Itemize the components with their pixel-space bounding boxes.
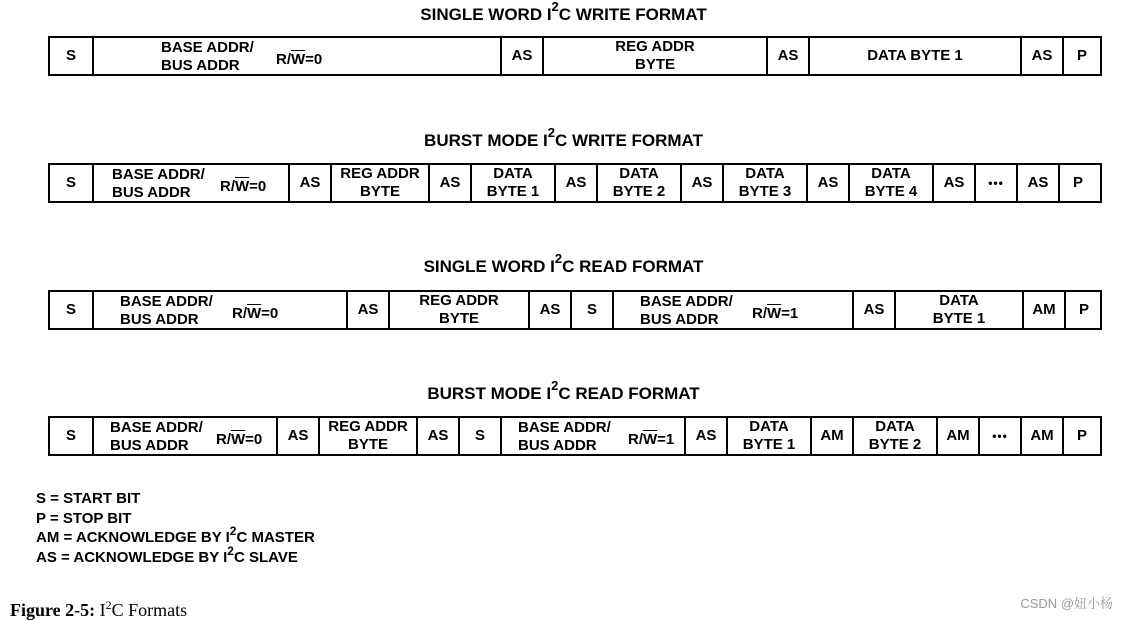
single-read-title: SINGLE WORD $I^2C$ READ FORMAT [423, 251, 704, 276]
data-byte-cell: DATA BYTE 1 [726, 418, 810, 454]
repeated-start-cell: S [570, 292, 612, 328]
single-write-title: SINGLE WORD $I^2C$ WRITE FORMAT [420, 0, 707, 24]
ack-slave-cell: AS [416, 418, 458, 454]
reg-addr-cell: REG ADDR BYTE [388, 292, 528, 328]
reg-addr-cell: REG ADDR BYTE [542, 38, 766, 74]
ack-slave-cell: AS [346, 292, 388, 328]
rw-bit-label: $R/\overline{W}=0$ [216, 431, 263, 448]
reg-addr-cell: REG ADDR BYTE [330, 165, 428, 201]
start-bit-cell: S [65, 301, 76, 318]
legend-start-bit: S = START BIT [36, 490, 141, 507]
base-addr-cell: BASE ADDR/ BUS ADDR $R/\overline{W}=0$ [92, 292, 346, 328]
ack-slave-cell: AS [1020, 38, 1062, 74]
rw-bit-label: $R/\overline{W}=0$ [220, 178, 267, 195]
single-read-frame [48, 290, 1102, 330]
start-bit-cell: S [65, 174, 76, 191]
base-addr-cell: BASE ADDR/ BUS ADDR $R/\overline{W}=1$ [612, 292, 852, 328]
ack-slave-cell: AS [766, 38, 808, 74]
stop-bit-cell: P [1062, 38, 1100, 74]
stop-bit-cell: P [1058, 165, 1096, 201]
data-byte-cell: DATA BYTE 2 [596, 165, 680, 201]
single-write-frame [48, 36, 1102, 76]
ack-slave-cell: AS [852, 292, 894, 328]
start-bit-cell: S [65, 47, 76, 64]
data-byte-cell: DATA BYTE 1 [894, 292, 1022, 328]
burst-write-title: BURST MODE $I^2C$ WRITE FORMAT [424, 125, 703, 150]
legend-stop-bit: P = STOP BIT [36, 509, 132, 527]
ack-slave-cell: AS [276, 418, 318, 454]
stop-bit-cell: P [1062, 418, 1100, 454]
burst-read-title: BURST MODE $I^2C$ READ FORMAT [427, 378, 700, 403]
ack-slave-cell: AS [1016, 165, 1058, 201]
burst-write-frame [48, 163, 1102, 203]
ack-slave-cell: AS [500, 38, 542, 74]
continuation-dots: ••• [974, 165, 1016, 201]
rw-bit-label: $R/\overline{W}=1$ [752, 305, 799, 322]
ack-slave-cell: AS [932, 165, 974, 201]
ack-slave-cell: AS [528, 292, 570, 328]
data-byte-cell: DATA BYTE 3 [722, 165, 806, 201]
burst-read-frame [48, 416, 1102, 456]
ack-master-cell: AM [810, 418, 852, 454]
continuation-dots: ••• [978, 418, 1020, 454]
start-bit-cell: S [65, 427, 76, 444]
repeated-start-cell: S [458, 418, 500, 454]
rw-bit-label: $R/\overline{W}=0$ [276, 51, 323, 68]
data-byte-cell: DATA BYTE 1 [470, 165, 554, 201]
base-addr-cell: BASE ADDR/ BUS ADDR $R/\overline{W}=0$ [92, 418, 276, 454]
rw-bit-label: $R/\overline{W}=0$ [232, 305, 279, 322]
base-addr-cell: BASE ADDR/ BUS ADDR $R/\overline{W}=0$ [92, 165, 288, 201]
stop-bit-cell: P [1064, 292, 1102, 328]
legend-ack-slave: AS = ACKNOWLEDGE BY $I^2C$ SLAVE [36, 543, 298, 566]
base-addr-cell: BASE ADDR/ BUS ADDR $R/\overline{W}=0$ [92, 38, 500, 74]
watermark: CSDN @妞小杨 [1020, 596, 1113, 611]
ack-slave-cell: AS [680, 165, 722, 201]
data-byte-cell: DATA BYTE 2 [852, 418, 936, 454]
figure-caption: Figure 2-5: $I^2C$ Formats [10, 598, 188, 620]
data-byte-cell: DATA BYTE 4 [848, 165, 932, 201]
ack-slave-cell: AS [288, 165, 330, 201]
ack-master-cell: AM [936, 418, 978, 454]
rw-bit-label: $R/\overline{W}=1$ [628, 431, 675, 448]
data-byte-cell: DATA BYTE 1 [808, 38, 1020, 74]
base-addr-cell: BASE ADDR/ BUS ADDR $R/\overline{W}=1$ [500, 418, 684, 454]
legend [36, 489, 315, 567]
ack-slave-cell: AS [806, 165, 848, 201]
ack-slave-cell: AS [554, 165, 596, 201]
ack-slave-cell: AS [428, 165, 470, 201]
ack-slave-cell: AS [684, 418, 726, 454]
ack-master-cell: AM [1022, 292, 1064, 328]
legend-ack-master: AM = ACKNOWLEDGE BY $I^2C$ MASTER [36, 524, 315, 546]
ack-master-cell: AM [1020, 418, 1062, 454]
reg-addr-cell: REG ADDR BYTE [318, 418, 416, 454]
